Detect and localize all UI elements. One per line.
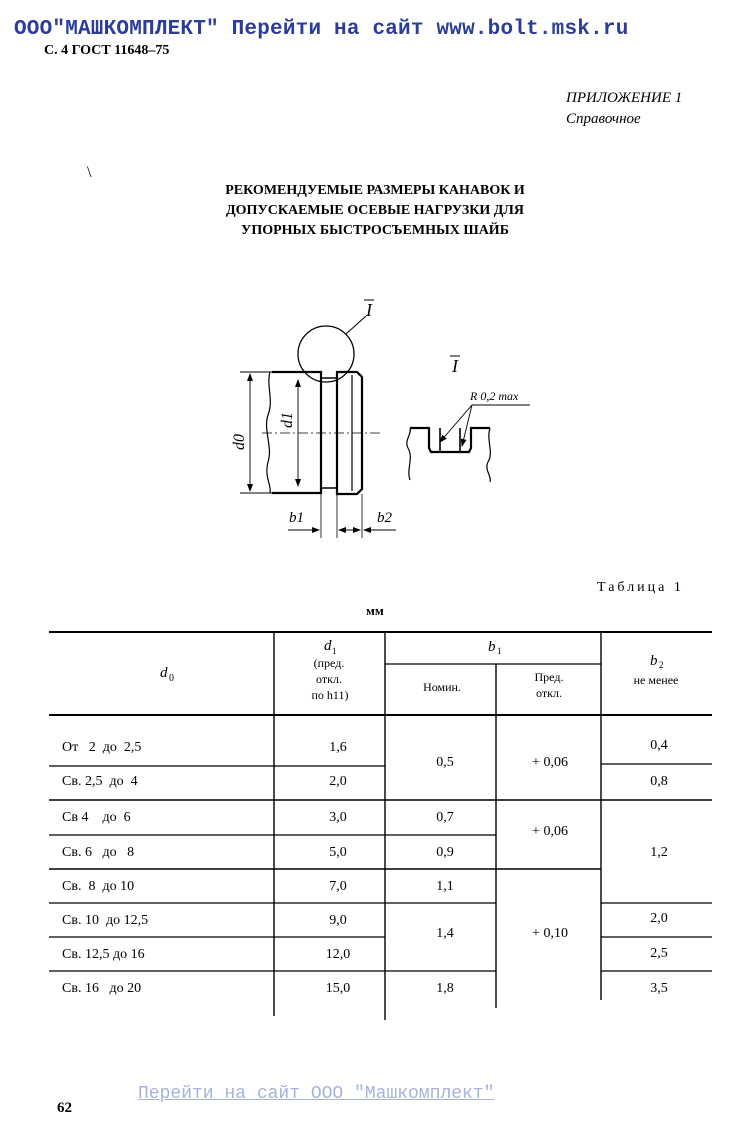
footer-site-link[interactable]: Перейти на сайт ООО "Машкомплект" (138, 1084, 495, 1104)
header-d1: d (324, 638, 332, 654)
detail-label: I (366, 300, 372, 320)
stray-mark: \ (87, 164, 92, 181)
column-b1-nom (436, 755, 454, 996)
b1-nom-value: 1,8 (436, 981, 454, 996)
dim-b1-label: b1 (289, 510, 304, 526)
row-d1: 5,0 (329, 845, 347, 860)
row-d1: 3,0 (329, 810, 347, 825)
row-d0: Св. 8 до 10 (62, 879, 135, 894)
row-d1: 9,0 (329, 913, 347, 928)
header-b2-sub: 2 (659, 660, 664, 670)
page-header: С. 4 ГОСТ 11648–75 (44, 43, 170, 58)
header-b1: b (488, 639, 496, 655)
b2-value: 3,5 (650, 981, 668, 996)
b2-value: 0,8 (650, 774, 668, 789)
header-d0: d (160, 665, 168, 681)
row-d0: Св. 16 до 20 (62, 981, 142, 996)
b2-value: 0,4 (650, 738, 668, 753)
table-rules (49, 632, 712, 1020)
dim-b2-label: b2 (377, 510, 392, 526)
header-d0-sub: 0 (169, 673, 174, 684)
header-d1-note-2: откл. (316, 672, 342, 686)
header-b1-dev-2: откл. (536, 686, 562, 700)
b1-nom-value: 1,1 (436, 879, 454, 894)
dim-d0-label: d0 (231, 434, 248, 450)
dim-d1-label: d1 (279, 412, 296, 428)
b2-value: 2,0 (650, 911, 668, 926)
row-d1: 1,6 (329, 740, 347, 755)
header-b2: b (650, 653, 658, 669)
header-b2-note: не менее (633, 673, 679, 687)
column-b1-dev (532, 755, 568, 941)
row-d1: 7,0 (329, 879, 347, 894)
header-d1-note-1: (пред. (313, 656, 345, 670)
b1-nom-value: 0,9 (436, 845, 454, 860)
b2-value: 2,5 (650, 946, 668, 961)
column-b2 (650, 738, 668, 996)
b1-dev-value: + 0,06 (532, 755, 568, 770)
row-d0: Св. 2,5 до 4 (62, 774, 138, 789)
header-d1-sub: 1 (332, 646, 337, 656)
row-d0: От 2 до 2,5 (62, 740, 142, 755)
row-d0: Св. 6 до 8 (62, 845, 135, 860)
row-d0: Св. 12,5 до 16 (62, 947, 145, 962)
row-d0: Св. 10 до 12,5 (62, 913, 149, 928)
b1-dev-value: + 0,06 (532, 824, 568, 839)
page-number: 62 (57, 1100, 72, 1116)
table-caption: Таблица 1 (597, 580, 684, 595)
header-d1-note-3: по h11) (311, 688, 349, 702)
appendix-subtitle: Справочное (566, 111, 641, 127)
row-d1: 12,0 (325, 947, 351, 962)
column-d1 (326, 740, 351, 996)
appendix-title: ПРИЛОЖЕНИЕ 1 (566, 90, 683, 106)
b1-nom-value: 1,4 (436, 926, 454, 941)
row-d1: 2,0 (329, 774, 347, 789)
table-units: мм (366, 603, 384, 618)
b1-nom-value: 0,7 (436, 810, 454, 825)
site-banner-link[interactable]: ООО"МАШКОМПЛЕКТ" Перейти на сайт www.bolt.msk.ru (14, 18, 629, 41)
b1-dev-value: + 0,10 (532, 926, 568, 941)
row-d0: Св 4 до 6 (62, 810, 131, 825)
column-d0 (62, 740, 148, 996)
radius-label: R 0,2 max (470, 389, 519, 403)
row-d1: 15,0 (325, 981, 351, 996)
detail-view-label: I (452, 356, 458, 376)
title-line-3: УПОРНЫХ БЫСТРОСЪЕМНЫХ ШАЙБ (241, 223, 509, 238)
title-line-1: РЕКОМЕНДУЕМЫЕ РАЗМЕРЫ КАНАВОК И (225, 183, 525, 198)
header-b1-nom: Номин. (423, 680, 461, 694)
title-line-2: ДОПУСКАЕМЫЕ ОСЕВЫЕ НАГРУЗКИ ДЛЯ (226, 203, 524, 218)
header-b1-sub: 1 (497, 646, 502, 656)
header-b1-dev-1: Пред. (534, 670, 564, 684)
b2-value: 1,2 (650, 845, 668, 860)
b1-nom-value: 0,5 (436, 755, 454, 770)
